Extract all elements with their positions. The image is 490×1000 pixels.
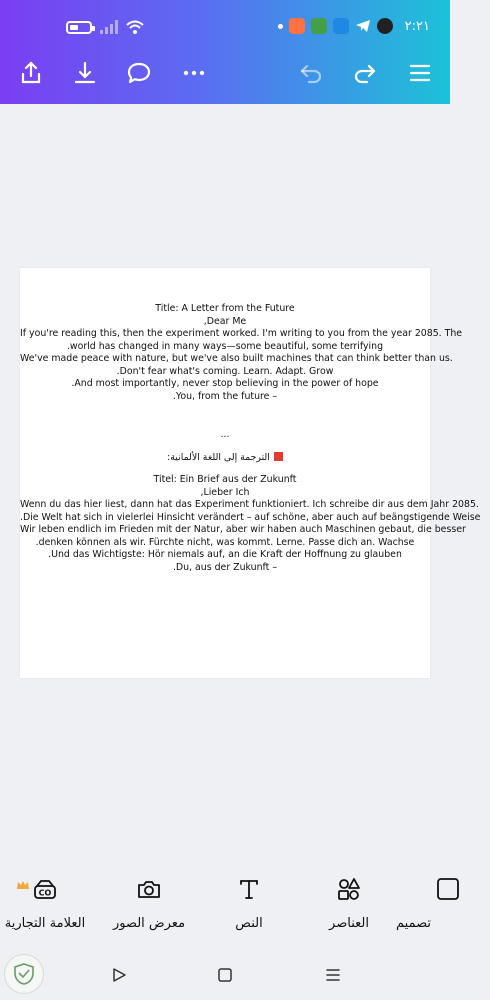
brand-kit-icon <box>32 876 58 902</box>
undo-button[interactable] <box>294 56 328 90</box>
translation-heading <box>20 452 430 465</box>
download-button[interactable] <box>68 56 102 90</box>
elements-icon <box>336 876 362 902</box>
status-bar <box>0 14 450 44</box>
telegram-icon <box>355 18 371 34</box>
more-icon <box>181 60 207 86</box>
letter-line-de: .Die Welt hat sich in vielerlei Hinsicht verändert – auf schöne, aber auch auf beängstigende Weise <box>20 511 481 523</box>
share-button[interactable] <box>14 56 48 90</box>
comment-icon <box>126 60 152 86</box>
download-icon <box>72 60 98 86</box>
app-notification-icon <box>311 18 327 34</box>
redo-button[interactable] <box>348 56 382 90</box>
notification-dot-icon <box>278 24 283 29</box>
letter-line-de: Wir leben endlich im Frieden mit der Natur, aber wir haben auch Maschinen gebaut, die besser <box>20 524 466 535</box>
menu-button[interactable] <box>403 56 437 90</box>
crown-icon <box>16 880 30 890</box>
letter-line-de: .denken können als wir. Fürchte nicht, was kommt. Lerne. Passe dich an. Wachse <box>35 536 415 548</box>
back-button[interactable] <box>106 962 132 988</box>
status-time: ٢:٢١ <box>404 18 430 34</box>
tool-elements[interactable] <box>304 874 394 931</box>
app-notification-icon <box>289 18 305 34</box>
tool-label: النص <box>235 916 263 931</box>
signal-icon <box>100 20 118 34</box>
tool-label: معرض الصور <box>112 916 186 931</box>
letter-line: .world has changed in many ways—some beautiful, some terrifying <box>66 340 384 352</box>
back-icon <box>111 967 127 983</box>
letter-title-de: Titel: Ein Brief aus der Zukunft <box>153 474 297 485</box>
letter-title: Title: A Letter from the Future <box>155 303 295 314</box>
battery-icon <box>66 21 92 34</box>
editor-toolbar <box>0 52 450 92</box>
letter-line: ,Dear Me <box>203 315 247 327</box>
translation-heading-text: الترجمة إلى اللغة الألمانية: <box>167 451 270 463</box>
letter-line: .And most importantly, never stop believing in the power of hope <box>71 378 379 389</box>
recents-button[interactable] <box>320 962 346 988</box>
wifi-icon <box>126 20 144 34</box>
share-icon <box>18 60 44 86</box>
letter-line-de: .Und das Wichtigste: Hör niemals auf, an die Kraft der Hoffnung zu glauben <box>48 549 402 560</box>
comment-button[interactable] <box>122 56 156 90</box>
app-notification-icon <box>333 18 349 34</box>
letter-line-de: .Du, aus der Zukunft – <box>172 561 278 573</box>
separator: ... <box>220 429 230 440</box>
letter-line-de: Wenn du das hier liest, dann hat das Experiment funktioniert. Ich schreibe dir aus dem Jahr 2085. <box>20 499 479 510</box>
tool-label: العلامة التجارية <box>4 916 86 931</box>
tool-text[interactable] <box>204 874 294 931</box>
redo-icon <box>352 60 378 86</box>
recents-icon <box>325 967 341 983</box>
letter-line: .Don't fear what's coming. Learn. Adapt. Grow <box>116 365 334 377</box>
letter-line-de: ,Lieber Ich <box>200 486 250 498</box>
letter-line: If you're reading this, then the experiment worked. I'm writing to you from the year 2085. The <box>20 328 463 339</box>
bottom-toolbar <box>0 860 450 950</box>
system-nav-bar <box>0 950 450 1000</box>
design-icon <box>436 876 456 902</box>
tool-design[interactable] <box>396 874 490 931</box>
text-icon <box>236 876 262 902</box>
camera-icon <box>136 876 162 902</box>
menu-icon <box>407 60 433 86</box>
svg-text:CO: CO <box>38 888 52 898</box>
tool-brand-kit[interactable] <box>0 874 90 931</box>
red-square-icon <box>274 452 283 461</box>
home-icon <box>217 967 233 983</box>
tool-label: العناصر <box>329 916 369 931</box>
tool-label: تصميم <box>396 916 431 931</box>
letter-line: .You, from the future – <box>172 390 278 402</box>
undo-icon <box>298 60 324 86</box>
more-button[interactable] <box>177 56 211 90</box>
design-page[interactable] <box>20 268 481 678</box>
tool-gallery[interactable] <box>104 874 194 931</box>
top-app-bar <box>0 0 450 104</box>
app-notification-icon <box>377 18 393 34</box>
letter-line: We've made peace with nature, but we've also built machines that can think better than us. <box>20 353 453 364</box>
home-button[interactable] <box>212 962 238 988</box>
